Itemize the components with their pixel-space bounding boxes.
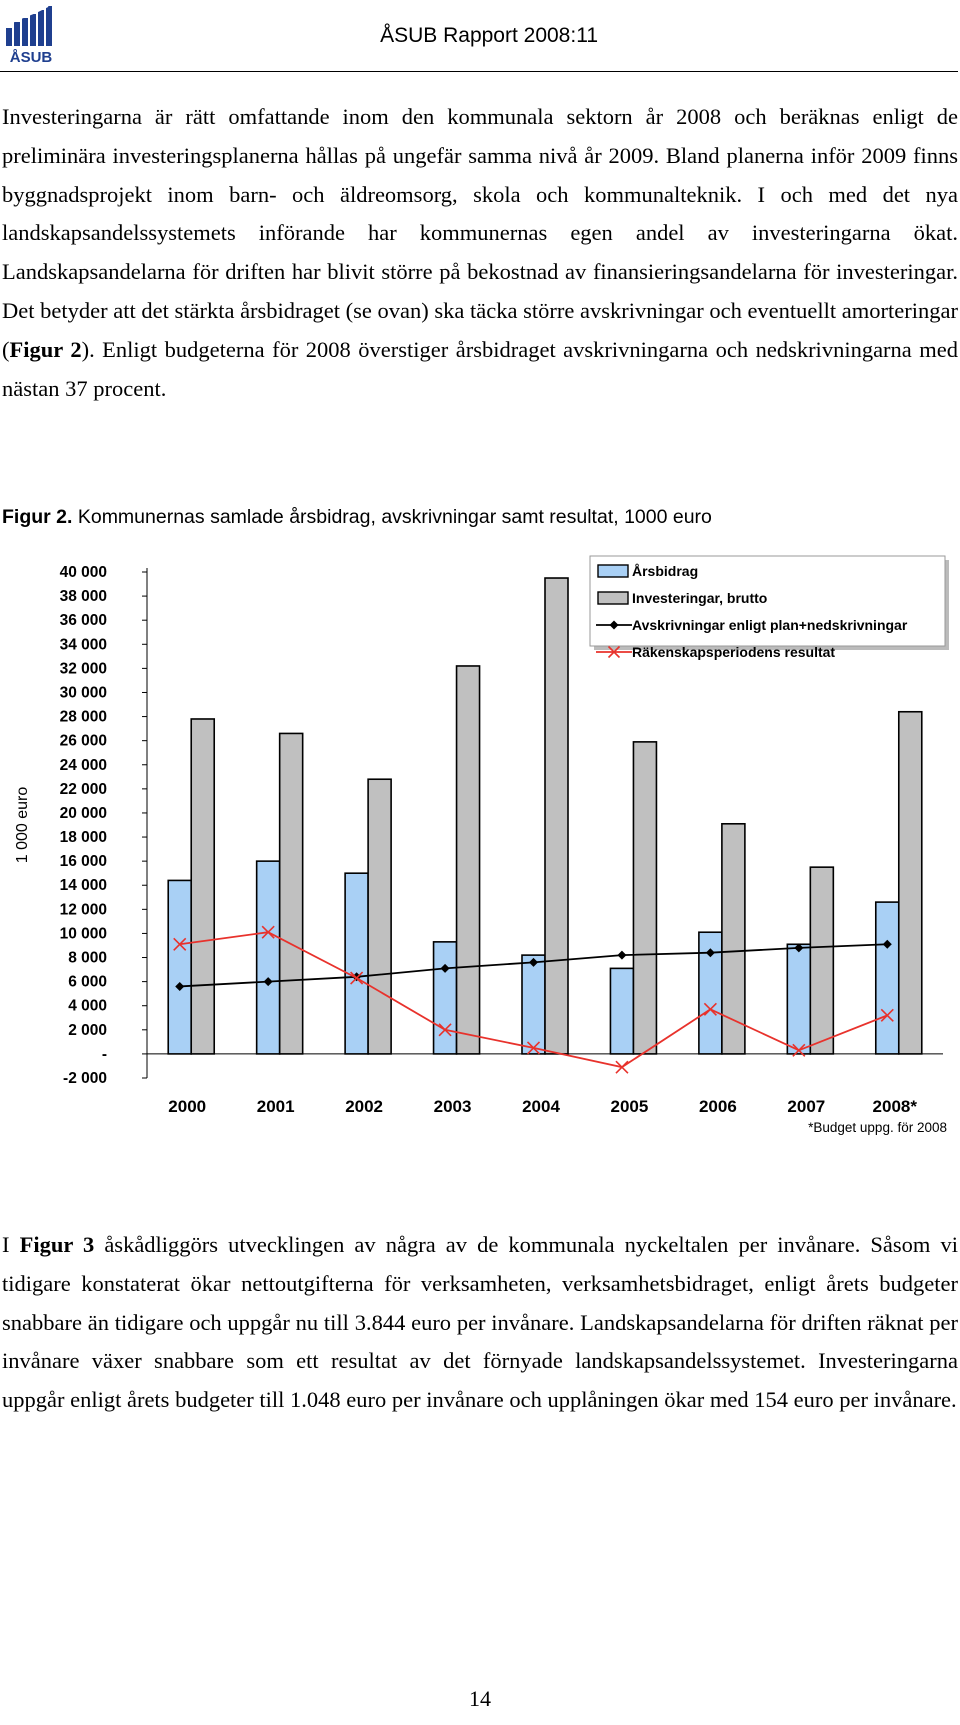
figure-reference: Figur 3 [19,1232,95,1257]
figure-caption [2,506,712,529]
point-avskrivningar [617,951,626,960]
bar-line-chart [0,552,960,1152]
y-tick-label: 28 000 [59,708,107,726]
x-tick-label: 2000 [168,1097,207,1116]
y-tick-label: 14 000 [59,877,107,895]
bar-investeringar [633,742,656,1054]
x-tick-label: 2001 [256,1097,295,1116]
bar-investeringar [810,867,833,1054]
page-header [0,0,960,76]
y-tick-label: -2 000 [63,1070,107,1087]
bar-investeringar [368,779,391,1054]
legend-swatch [598,592,628,604]
paragraph-text: Investeringarna är rätt omfattande inom den kommunala sektorn år 2008 och beräknas enligt de preliminära investeringsplanerna hållas på ungefär samma nivå år 2009. Bland planerna inför 2009 finns byggnadsprojekt inom barn- och äldreomsorg, skola och kommunalteknik. I och med det nya landskapsandelssystemets införande har kommunernas egen andel av investeringarna ökat. Landskapsandelarna för driften har blivit större på bekostnad av finansieringsandelarna för investeringar. Det betyder att det stärkta årsbidraget (se ovan) ska täcka större avskrivningar och eventuellt amorteringar ( [2,104,958,362]
x-tick-label: 2003 [433,1097,472,1116]
bar-investeringar [280,733,303,1053]
paragraph-key-figures [2,1226,958,1420]
paragraph-text: ). Enligt budgeterna för 2008 överstiger årsbidraget avskrivningarna och nedskrivningarna med nästan 37 procent. [2,336,958,401]
y-tick-label: 12 000 [59,901,107,919]
page-number: 14 [469,1686,491,1711]
x-tick-label: 2008* [872,1097,917,1116]
y-tick-label: 32 000 [59,660,107,678]
figure-label: Figur 2. [2,506,73,528]
y-tick-label: 34 000 [59,636,107,654]
chart-footnote: *Budget uppg. för 2008 [808,1120,947,1135]
y-tick-label: 40 000 [59,564,107,581]
header-rule [0,71,958,72]
paragraph-investments [2,98,958,408]
bar-arsbidrag [610,968,633,1054]
y-tick-label: 2 000 [68,1021,107,1039]
y-tick-label: 22 000 [59,780,107,798]
bar-investeringar [191,719,214,1054]
y-tick-label: - [101,1045,107,1063]
x-tick-label: 2007 [787,1097,826,1116]
legend-label: Räkenskapsperiodens resultat [632,644,836,660]
y-tick-label: 26 000 [59,732,107,750]
bar-arsbidrag [168,880,191,1053]
y-tick-label: 4 000 [68,997,107,1015]
report-title: ÅSUB Rapport 2008:11 [380,24,598,47]
x-tick-label: 2005 [610,1097,649,1116]
figure-title: Kommunernas samlade årsbidrag, avskrivningar samt resultat, 1000 euro [72,506,712,528]
y-tick-label: 36 000 [59,612,107,630]
y-tick-label: 24 000 [59,756,107,774]
figure-reference: Figur 2 [9,336,82,362]
paragraph-text: I [2,1232,20,1257]
paragraph-text: åskådliggörs utvecklingen av några av de kommunala nyckeltalen per invånare. Såsom vi tidigare konstaterat ökar nettoutgifterna för verksamheten, verksamhetsbidraget, enligt årets budgeter snabbare än tidigare och uppgår nu till 3.844 euro per invånare. Landskapsandelarna för driften räknat per invånare växer snabbare som ett resultat av det förnyade landskapsandelssystemet. Investeringarna uppgår enligt årets budgeter till 1.048 euro per invånare och upplåningen ökar med 154 euro per invånare. [2,1232,958,1413]
bar-arsbidrag [522,955,545,1054]
legend-label: Årsbidrag [632,563,699,579]
y-tick-label: 38 000 [59,588,107,606]
y-tick-label: 20 000 [59,804,107,822]
bar-investeringar [545,578,568,1054]
x-tick-label: 2006 [698,1097,737,1116]
x-tick-label: 2002 [345,1097,384,1116]
y-tick-label: 16 000 [59,853,107,871]
y-tick-label: 30 000 [59,684,107,702]
y-tick-label: 10 000 [59,925,107,943]
bar-arsbidrag [787,944,810,1054]
asub-logo-icon [4,4,58,64]
y-tick-label: 6 000 [68,973,107,991]
bar-arsbidrag [876,902,899,1054]
logo-text: ÅSUB [9,49,53,64]
bar-arsbidrag [434,942,457,1054]
x-tick-label: 2004 [522,1097,560,1116]
bar-investeringar [899,712,922,1054]
bar-arsbidrag [257,861,280,1054]
bar-arsbidrag [345,873,368,1054]
y-tick-label: 8 000 [68,949,107,967]
legend-swatch [598,565,628,577]
legend-label: Investeringar, brutto [632,590,768,606]
bar-investeringar [457,666,480,1054]
legend-label: Avskrivningar enligt plan+nedskrivningar [632,617,908,633]
y-axis-label: 1 000 euro [14,786,31,864]
y-tick-label: 18 000 [59,829,107,847]
